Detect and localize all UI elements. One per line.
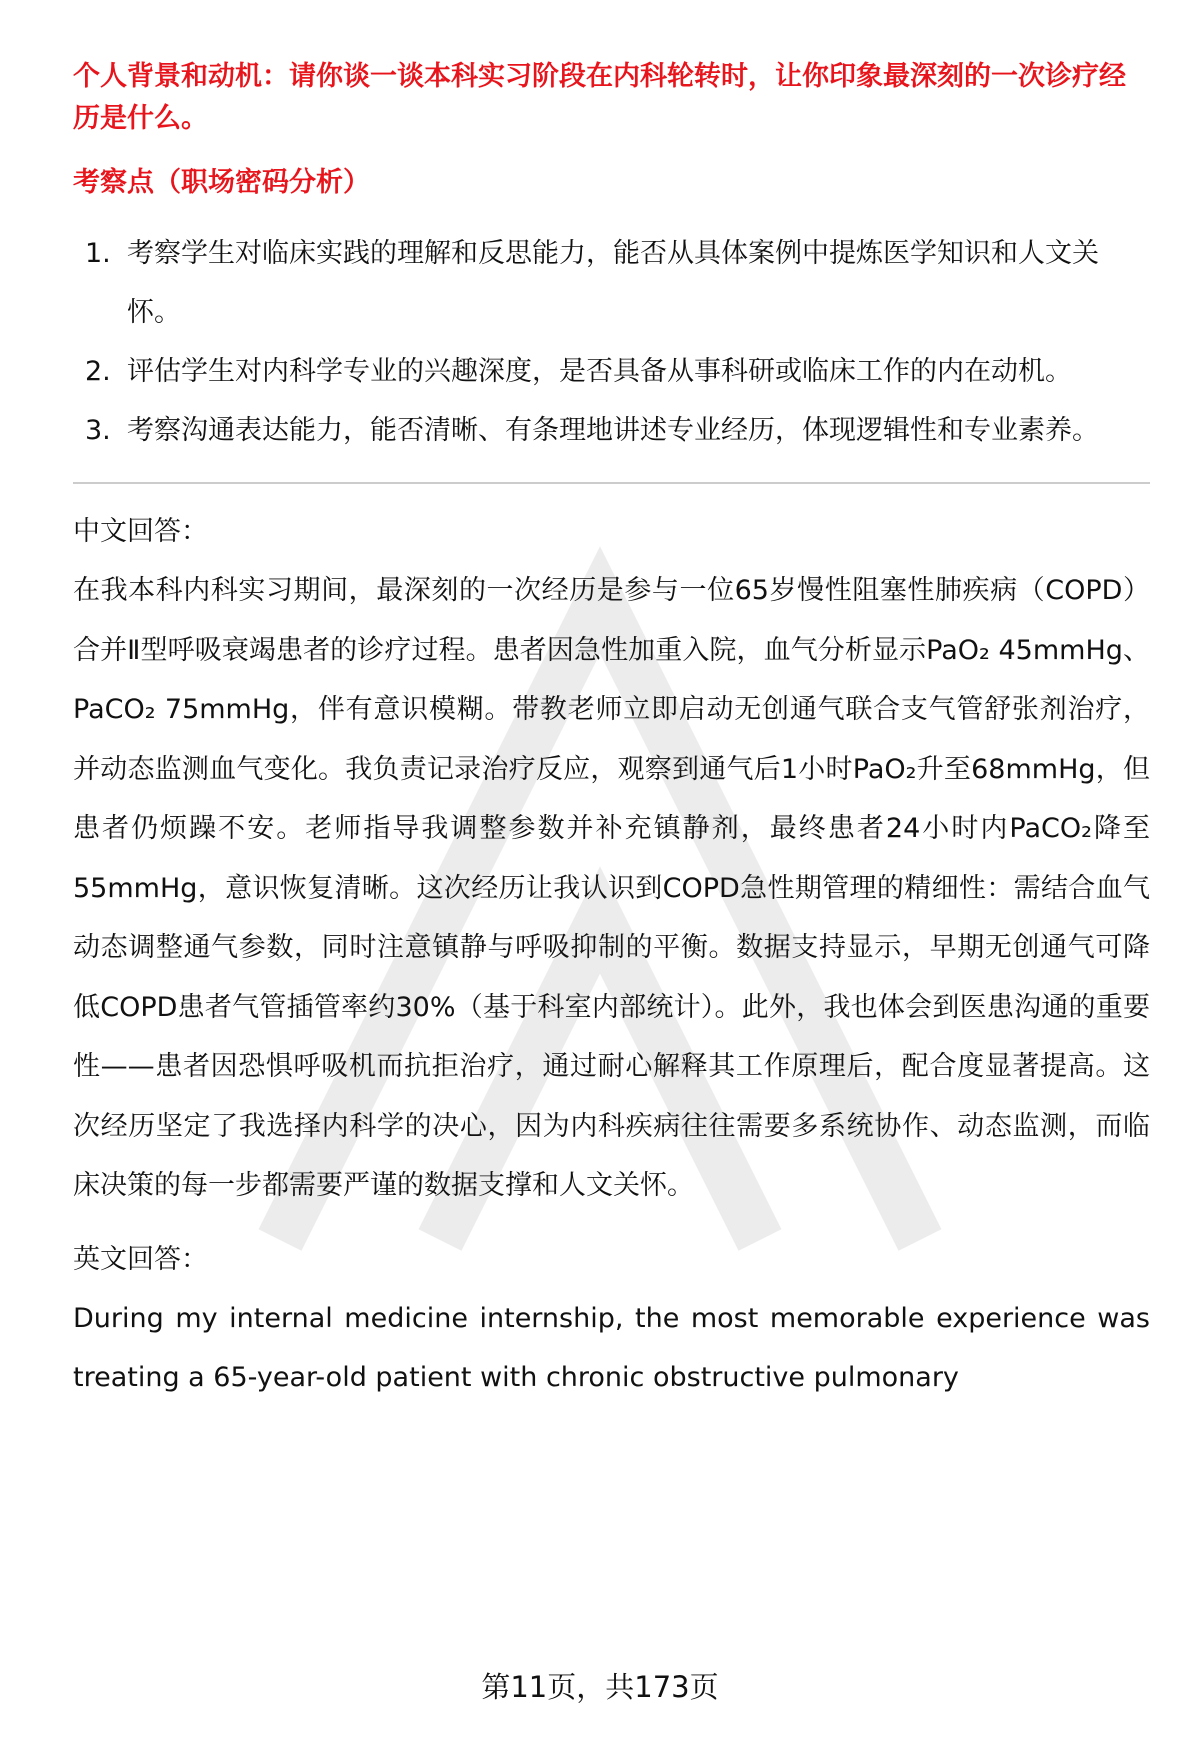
list-number: 1.	[85, 238, 111, 269]
points-heading: 考察点（职场密码分析）	[73, 167, 370, 198]
list-item	[73, 401, 1150, 460]
list-item	[73, 224, 1150, 342]
question-title: 个人背景和动机：请你谈一谈本科实习阶段在内科轮转时，让你印象最深刻的一次诊疗经历是什么。	[73, 61, 1126, 134]
points-list	[73, 224, 1150, 460]
list-text: 考察沟通表达能力，能否清晰、有条理地讲述专业经历，体现逻辑性和专业素养。	[127, 415, 1099, 446]
english-answer-text: During my internal medicine internship, the most memorable experience was treating a 65-year-old patient with chronic obstructive pulmonary	[73, 1302, 1150, 1393]
list-item	[73, 342, 1150, 401]
list-number: 2.	[85, 356, 111, 387]
divider	[73, 482, 1150, 484]
list-number: 3.	[85, 415, 111, 446]
page-indicator: 第11页，共173页	[481, 1670, 719, 1704]
english-answer-label: 英文回答：	[73, 1243, 208, 1275]
list-text: 评估学生对内科学专业的兴趣深度，是否具备从事科研或临床工作的内在动机。	[127, 356, 1072, 387]
document-page	[73, 56, 1150, 1408]
chinese-answer-text: 在我本科内科实习期间，最深刻的一次经历是参与一位65岁慢性阻塞性肺疾病（COPD）合并Ⅱ型呼吸衰竭患者的诊疗过程。患者因急性加重入院，血气分析显示PaO₂ 45mmHg、PaCO₂ 75mmHg，伴有意识模糊。带教老师立即启动无创通气联合支气管舒张剂治疗，并动态监测血气变化。我负责记录治疗反应，观察到通气后1小时PaO₂升至68mmHg，但患者仍烦躁不安。老师指导我调整参数并补充镇静剂，最终患者24小时内PaCO₂降至55mmHg，意识恢复清晰。这次经历让我认识到COPD急性期管理的精细性：需结合血气动态调整通气参数，同时注意镇静与呼吸抑制的平衡。数据支持显示，早期无创通气可降低COPD患者气管插管率约30%（基于科室内部统计）。此外，我也体会到医患沟通的重要性——患者因恐惧呼吸机而抗拒治疗，通过耐心解释其工作原理后，配合度显著提高。这次经历坚定了我选择内科学的决心，因为内科疾病往往需要多系统协作、动态监测，而临床决策的每一步都需要严谨的数据支撑和人文关怀。	[73, 575, 1150, 1201]
list-text: 考察学生对临床实践的理解和反思能力，能否从具体案例中提炼医学知识和人文关怀。	[127, 238, 1099, 328]
chinese-answer-label: 中文回答：	[73, 516, 208, 547]
